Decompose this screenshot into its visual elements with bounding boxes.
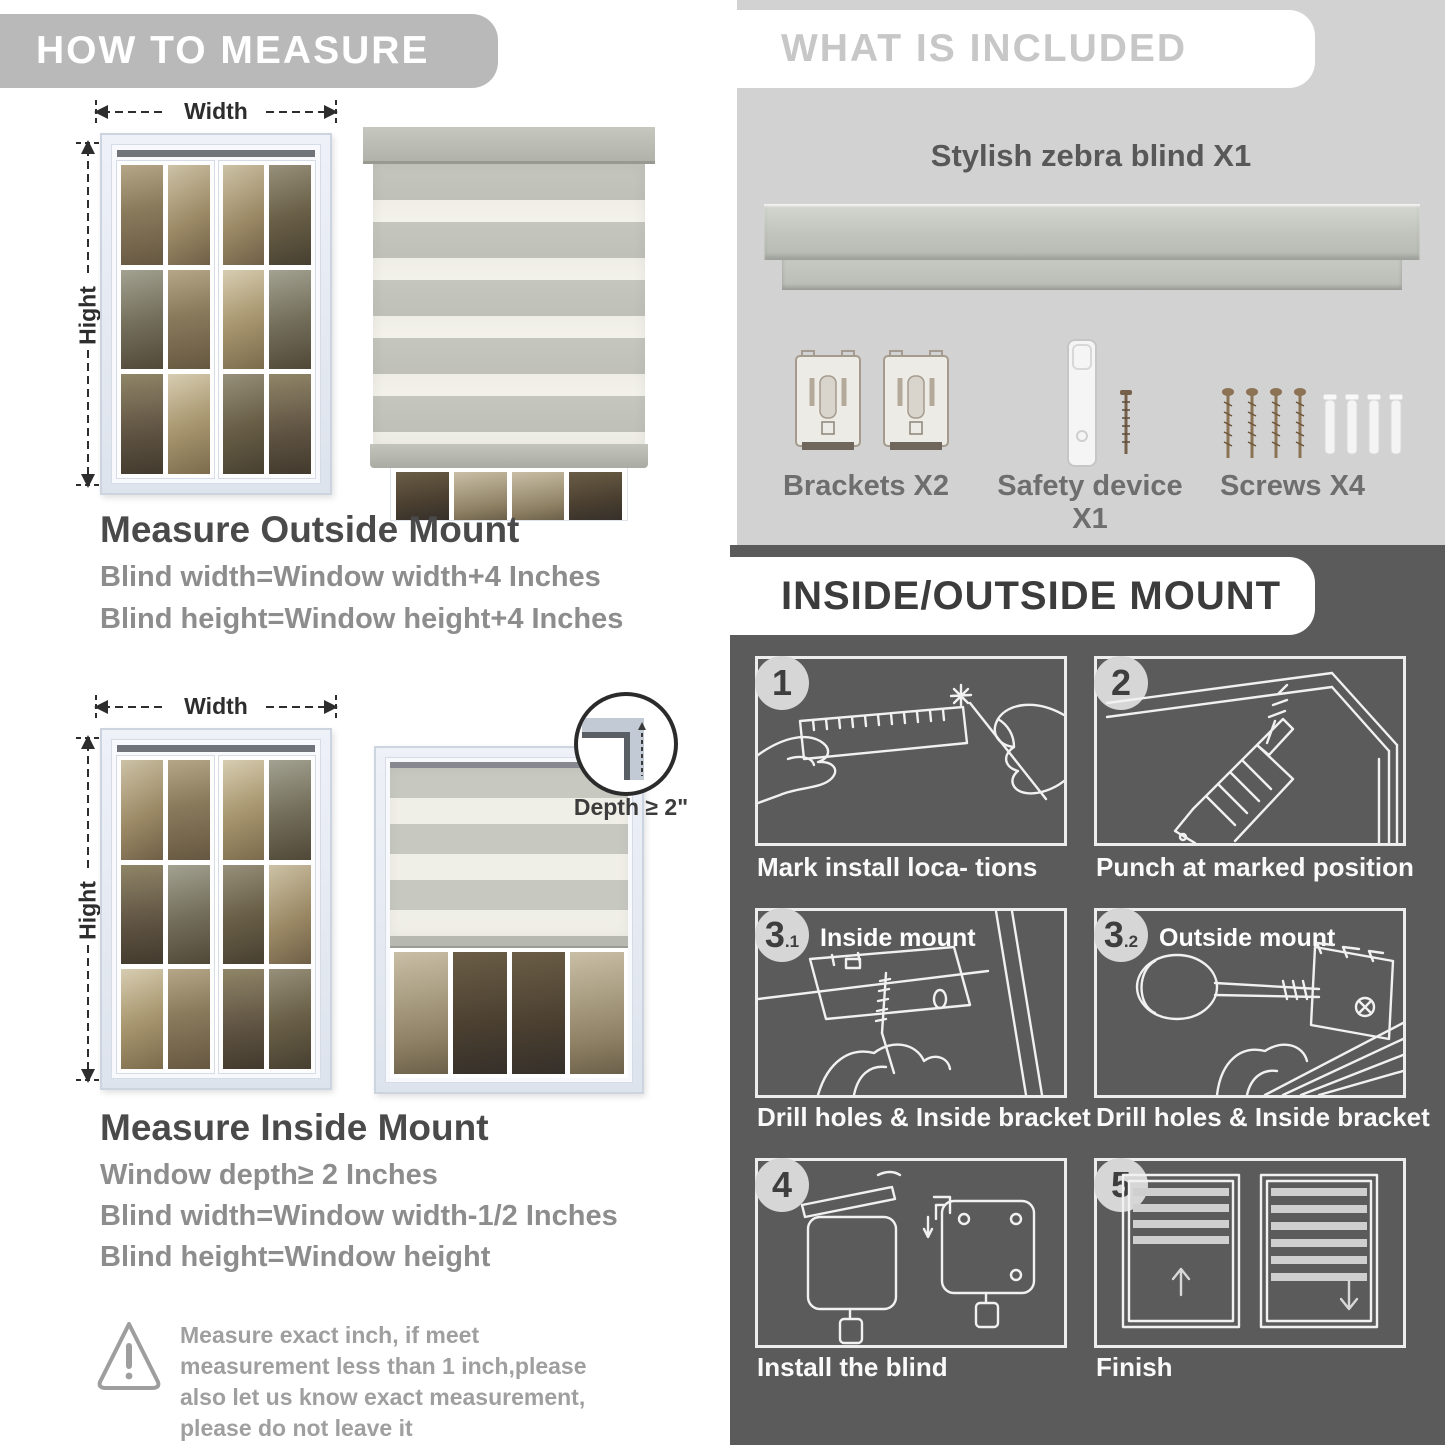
bracket-icon: [792, 346, 864, 462]
window-under-blind: [390, 948, 628, 1078]
install-blind-art-icon: [758, 1161, 1064, 1345]
inside-outside-mount-banner: [723, 557, 1315, 635]
mark-location-art-icon: [758, 659, 1064, 843]
height-dimension-inside: [76, 733, 100, 1085]
step-2-caption: Punch at marked position: [1096, 852, 1414, 882]
screws-icon: [1218, 386, 1403, 468]
outside-formula-width: Blind width=Window width+4 Inches: [100, 561, 601, 593]
blind-bottom-rail: [370, 444, 648, 468]
step-2-badge: 2: [1094, 656, 1148, 710]
step-5-badge: 5: [1094, 1158, 1148, 1212]
height-label-inside: Hight: [74, 881, 101, 940]
inside-formula-height: Blind height=Window height: [100, 1241, 491, 1273]
step-4-caption: Install the blind: [757, 1352, 948, 1382]
what-is-included-banner: [723, 10, 1315, 88]
step-1-caption: Mark install loca- tions: [757, 852, 1038, 882]
window-head-shadow: [117, 745, 315, 752]
step-3-1-caption: Drill holes & Inside bracket: [757, 1102, 1091, 1132]
outside-bracket-art-icon: [1097, 911, 1403, 1095]
step-4-box: [755, 1158, 1067, 1348]
inside-mount-title: Measure Inside Mount: [100, 1107, 489, 1148]
inside-formula-depth: Window depth≥ 2 Inches: [100, 1159, 438, 1191]
step-3-1-title: Inside mount: [820, 924, 976, 952]
step-3-1-box: [755, 908, 1067, 1098]
width-label-inside: Width: [184, 693, 248, 719]
step-4-badge: 4: [755, 1158, 809, 1212]
window-sash: [117, 161, 214, 478]
window-head-shadow: [117, 150, 315, 157]
step-5-box: [1094, 1158, 1406, 1348]
blind-fabric-stripes: [373, 164, 645, 444]
window-sash: [117, 756, 214, 1073]
blind-roll-image: [782, 260, 1402, 290]
brackets-label: Brackets X2: [782, 470, 950, 502]
step-1-badge: 1: [755, 656, 809, 710]
safety-device-label: Safety device X1: [997, 470, 1183, 535]
window-sash: [219, 161, 316, 478]
drill-art-icon: [1097, 659, 1403, 843]
outside-formula-height: Blind height=Window height+4 Inches: [100, 603, 624, 635]
how-to-measure-title: HOW TO MEASURE: [36, 29, 430, 72]
warning-text: Measure exact inch, if meet measurement less than 1 inch,please also let us know exact measurement, please do not leave it: [180, 1322, 587, 1441]
step-3-2-box: [1094, 908, 1406, 1098]
step-3-2-caption: Drill holes & Inside bracket: [1096, 1102, 1430, 1132]
step-2-box: [1094, 656, 1406, 846]
width-dimension-inside: [92, 695, 340, 719]
step-3-1-badge: 3 .1: [755, 908, 809, 962]
inside-formula-width: Blind width=Window width-1/2 Inches: [100, 1200, 618, 1232]
magnifier-depth-icon: [574, 692, 678, 796]
window-illustration-inside: [100, 728, 332, 1090]
zebra-blind-outside-illustration: [363, 127, 655, 521]
step-3-2-badge: 3 .2: [1094, 908, 1148, 962]
bracket-icon: [880, 346, 952, 462]
width-dimension-outside: [92, 100, 340, 124]
inside-outside-mount-title: INSIDE/OUTSIDE MOUNT: [781, 573, 1282, 618]
height-dimension-outside: [76, 138, 100, 490]
step-1-box: [755, 656, 1067, 846]
product-label: Stylish zebra blind X1: [930, 138, 1252, 173]
blind-headrail: [363, 127, 655, 164]
blind-bottom-rail: [390, 936, 628, 948]
how-to-measure-banner: [0, 14, 498, 88]
inside-bracket-art-icon: [758, 911, 1064, 1095]
finish-blinds-art-icon: [1097, 1161, 1403, 1345]
blind-cassette-image: [764, 204, 1420, 260]
outside-mount-title: Measure Outside Mount: [100, 509, 520, 550]
safety-device-icon: [1050, 336, 1150, 472]
width-label-outside: Width: [184, 98, 248, 124]
step-3-2-title: Outside mount: [1159, 924, 1336, 952]
depth-note: Depth ≥ 2": [573, 794, 689, 820]
height-label-outside: Hight: [74, 286, 101, 345]
window-illustration-outside: [100, 133, 332, 495]
step-5-caption: Finish: [1096, 1352, 1173, 1382]
what-is-included-title: WHAT IS INCLUDED: [781, 27, 1188, 70]
screws-label: Screws X4: [1219, 470, 1366, 502]
window-sash: [219, 756, 316, 1073]
warning-icon: [94, 1316, 164, 1394]
